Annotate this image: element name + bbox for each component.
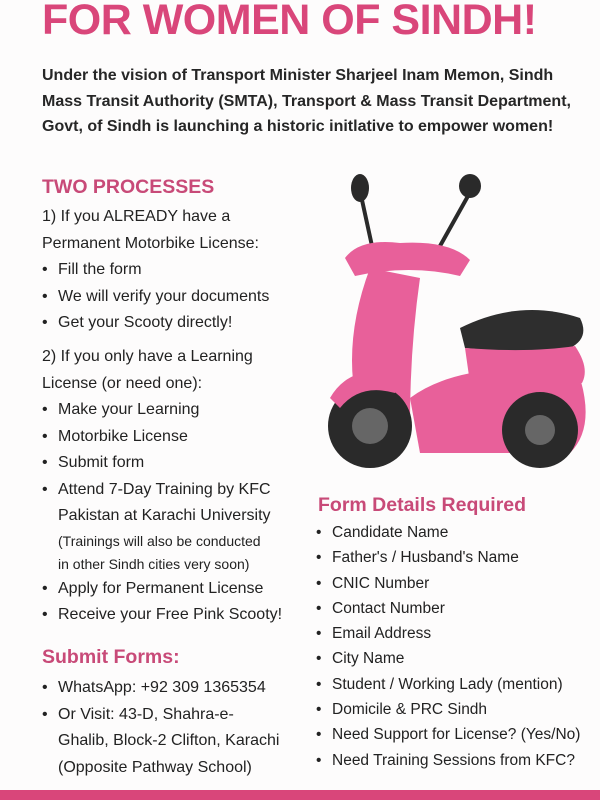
mirror-left: [351, 174, 369, 202]
process-1: [42, 204, 269, 337]
bottom-accent-bar: [0, 790, 600, 800]
process-1-step: • We will verify your documents: [42, 284, 269, 311]
form-field-item: • Father's / Husband's Name: [316, 545, 580, 570]
mirror-right: [459, 174, 481, 198]
seat: [460, 310, 583, 351]
form-field-item: • City Name: [316, 646, 580, 671]
form-field-item: • Contact Number: [316, 596, 580, 621]
process-2-step-cont: Pakistan at Karachi University: [58, 507, 271, 524]
process-2-step: • Submit form: [42, 450, 282, 477]
training-note: in other Sindh cities very soon): [58, 555, 250, 572]
process-1-line: 1) If you ALREADY have a: [42, 208, 231, 225]
form-heading: Form Details Required: [318, 494, 527, 516]
poster-title: FOR WOMEN OF SINDH!: [42, 0, 537, 44]
form-field-item: • Candidate Name: [316, 520, 580, 545]
process-2-line: License (or need one):: [42, 374, 203, 392]
visit-address-cont: (Opposite Pathway School): [58, 758, 252, 776]
form-details-list: [316, 520, 580, 773]
process-2-step: • Attend 7-Day Training by KFC: [42, 477, 282, 504]
form-field-item: • Email Address: [316, 621, 580, 646]
process-1-step: • Fill the form: [42, 257, 269, 284]
whatsapp-contact: • WhatsApp: +92 309 1365354: [42, 675, 279, 702]
process-2-line: 2) If you only have a Learning: [42, 348, 253, 365]
visit-address: • Or Visit: 43-D, Shahra-e-: [42, 702, 279, 729]
training-note: (Trainings will also be conducted: [58, 532, 261, 549]
form-field-item: • Domicile & PRC Sindh: [316, 697, 580, 722]
form-field-item: • Student / Working Lady (mention): [316, 672, 580, 697]
process-1-step: • Get your Scooty directly!: [42, 310, 269, 337]
visit-address-cont: Ghalib, Block-2 Clifton, Karachi: [58, 732, 280, 749]
intro-text: Under the vision of Transport Minister Sharjeel Inam Memon, Sindh Mass Transit Authority (SMTA), Transport & Mass Transit Department, Govt, of Sindh is launching a historic initlative to empower women!: [42, 67, 571, 135]
process-2-step: • Make your Learning: [42, 397, 282, 424]
form-field-item: • CNIC Number: [316, 571, 580, 596]
submit-details: [42, 675, 279, 781]
process-2-step-cont-text: Motorbike License: [58, 427, 188, 445]
process-2: [42, 344, 282, 629]
submit-heading: Submit Forms:: [42, 646, 180, 668]
process-1-line: Permanent Motorbike License:: [42, 234, 259, 252]
process-2-step: • Receive your Free Pink Scooty!: [42, 602, 282, 629]
form-field-item: • Need Support for License? (Yes/No): [316, 722, 580, 747]
process-2-step: • Apply for Permanent License: [42, 576, 282, 603]
form-field-item: • Need Training Sessions from KFC?: [316, 748, 580, 773]
processes-heading: TWO PROCESSES: [42, 176, 215, 198]
pink-scooter-illustration: [300, 168, 600, 478]
process-2-step-cont: [42, 424, 282, 451]
